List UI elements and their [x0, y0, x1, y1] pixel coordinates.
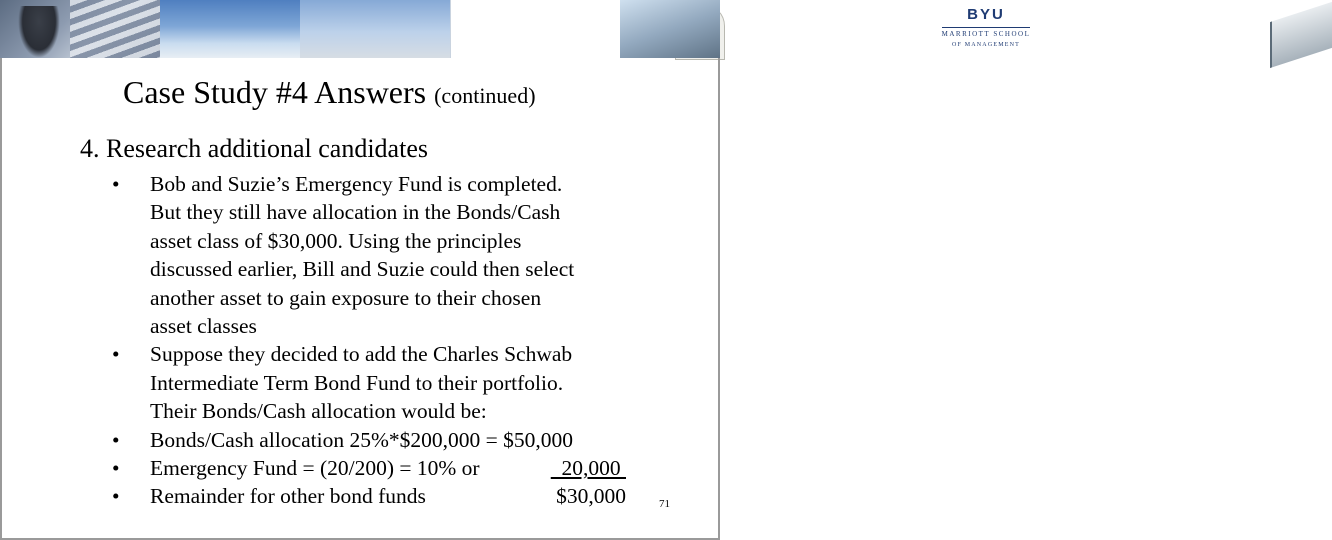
- bullet-line: Intermediate Term Bond Fund to their portfolio.: [150, 370, 564, 395]
- remainder-amount: $30,000: [556, 484, 626, 509]
- title-main: Case Study #4 Answers: [123, 74, 427, 110]
- bullet-line: another asset to gain exposure to their chosen: [150, 285, 542, 310]
- bullet-line: discussed earlier, Bill and Suzie could then select: [150, 257, 575, 282]
- bullet-line: Bonds/Cash allocation 25%*$200,000 = $50,000: [150, 427, 573, 452]
- bullet-text: Remainder for other bond funds: [150, 484, 426, 509]
- bullet-dot: •: [112, 342, 120, 367]
- title-suffix: (continued): [434, 83, 536, 108]
- bullet-dot: •: [112, 456, 120, 481]
- bullet-dot: •: [112, 484, 120, 509]
- bullet-line: asset classes: [150, 314, 257, 339]
- bullet-dot: •: [112, 172, 120, 196]
- logo-line1: MARRIOTT SCHOOL: [942, 27, 1031, 38]
- byu-marriott-logo: [911, 6, 1061, 48]
- bullet-line: Suppose they decided to add the Charles Schwab: [150, 342, 573, 367]
- banner-photo-mountain: [160, 0, 300, 58]
- bullet-item: [112, 454, 642, 482]
- logo-title: BYU: [967, 6, 1005, 23]
- banner-photo-statue: [0, 0, 160, 58]
- bullet-text: Emergency Fund = (20/200) = 10% or: [150, 456, 480, 481]
- banner-stripes: [70, 0, 160, 58]
- page-number: 71: [659, 498, 670, 510]
- bullet-item: [112, 340, 642, 425]
- banner-photo-belltower: [300, 0, 450, 58]
- bullet-item: [112, 482, 642, 510]
- bullet-item: [112, 170, 642, 340]
- bullet-line: asset class of $30,000. Using the principles: [150, 228, 522, 253]
- bullet-line-with-amount: [150, 454, 642, 482]
- slide-title: [123, 74, 683, 111]
- building-image: [1270, 2, 1332, 68]
- banner-photo-building: [620, 0, 720, 58]
- frame-left: [0, 58, 2, 540]
- bullet-line-with-amount: [150, 482, 642, 510]
- banner-logo-tile: [450, 0, 1031, 58]
- frame-right: [718, 58, 720, 540]
- logo-line2: OF MANAGEMENT: [951, 42, 1021, 48]
- bullet-line: Bob and Suzie’s Emergency Fund is completed.: [150, 172, 563, 196]
- bullet-line: Their Bonds/Cash allocation would be:: [150, 399, 487, 424]
- bullet-item: [112, 426, 642, 454]
- emergency-fund-amount: 20,000: [550, 456, 626, 481]
- bullet-dot: •: [112, 427, 120, 452]
- bullet-line: But they still have allocation in the Bonds/Cash: [150, 200, 561, 225]
- statue-image: [18, 6, 60, 58]
- header-banner: [0, 0, 1031, 58]
- section-heading: 4. Research additional candidates: [80, 134, 428, 163]
- bullet-list: [112, 170, 642, 511]
